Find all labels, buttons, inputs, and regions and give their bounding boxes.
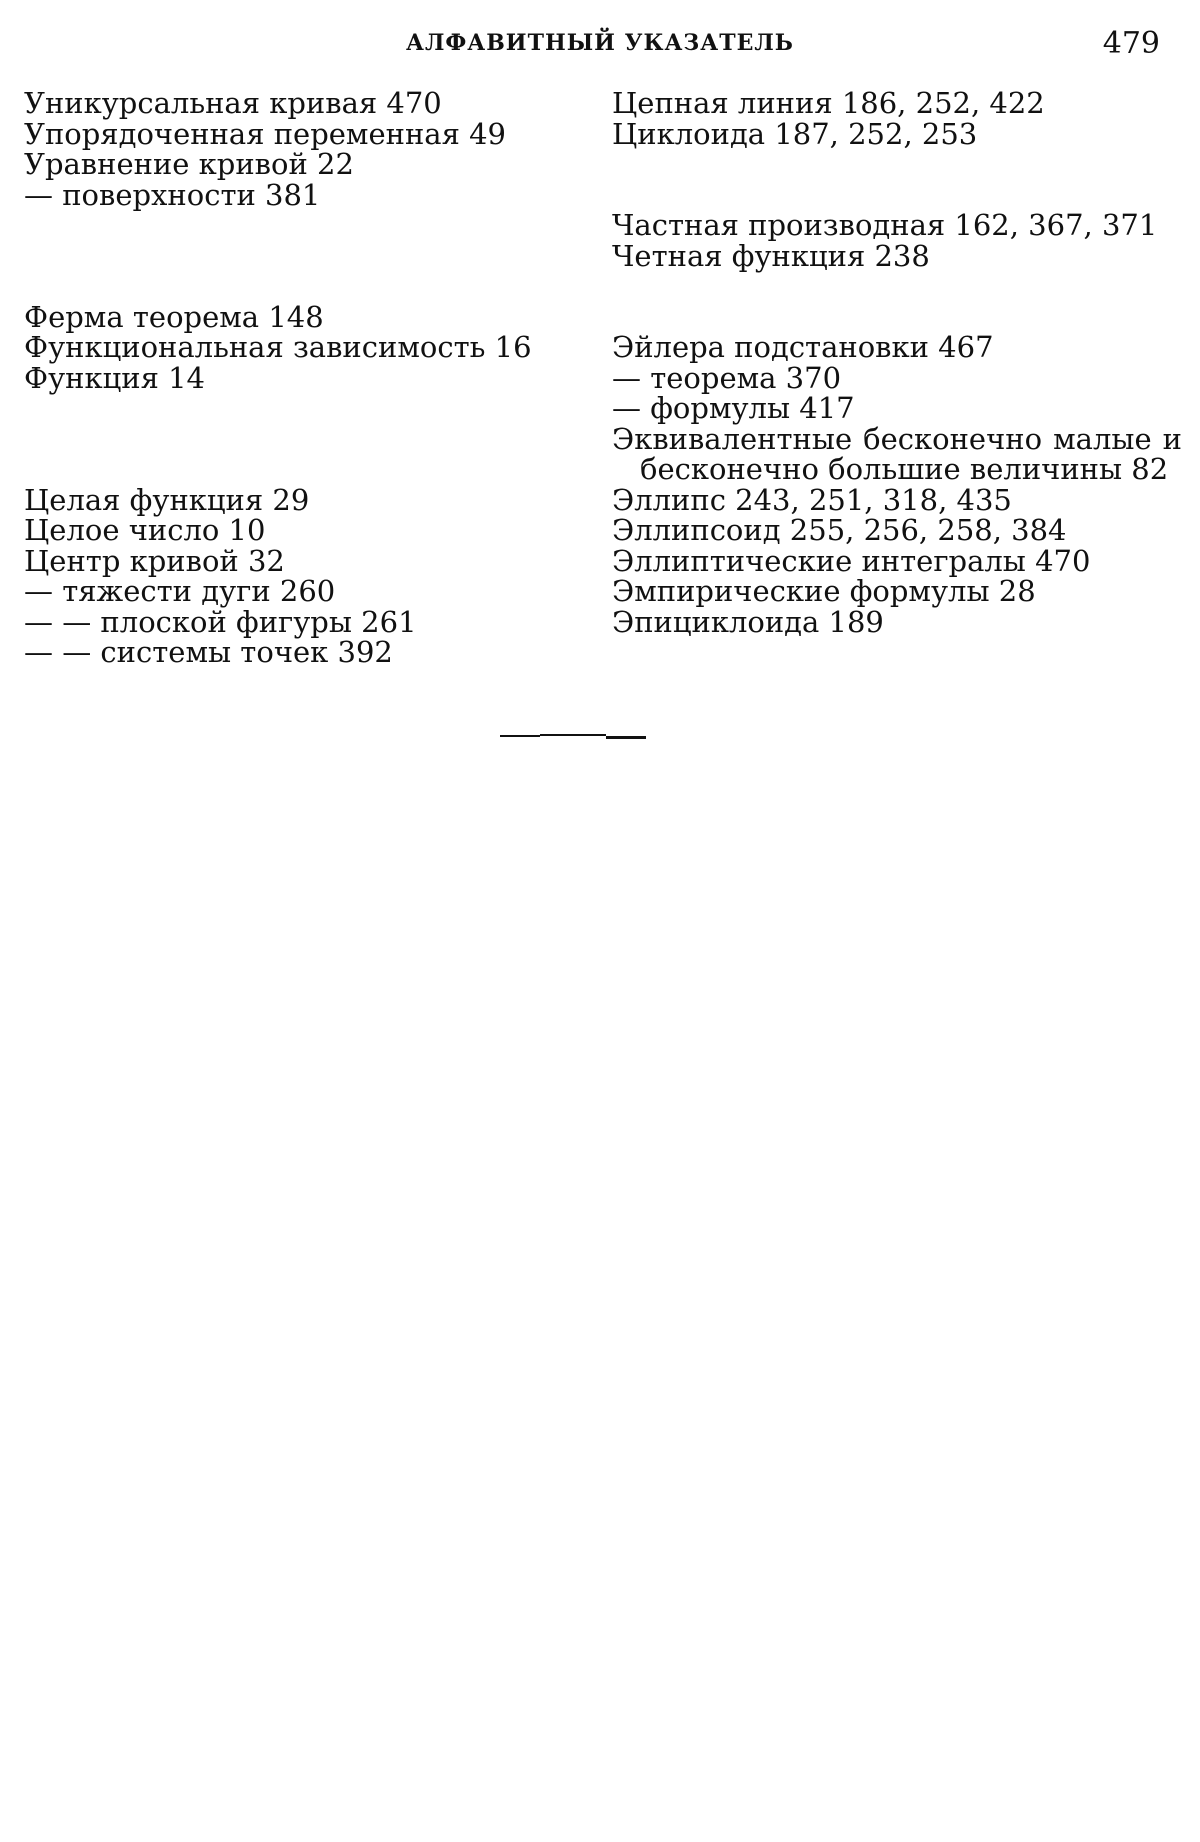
- index-entry: Ферма теорема 148: [24, 299, 324, 334]
- index-entry: Функциональная зависимость 16: [24, 330, 532, 364]
- index-entry: Центр кривой 32: [24, 543, 285, 578]
- index-entry: Упорядоченная переменная 49: [24, 116, 507, 151]
- index-subentry: — теорема 370: [612, 360, 842, 395]
- index-entry: Целое число 10: [24, 513, 266, 547]
- index-entry: Эллипсоид 255, 256, 258, 384: [612, 513, 1067, 547]
- index-entry: Эпициклоида 189: [612, 604, 884, 639]
- index-entry: Функция 14: [24, 360, 205, 395]
- index-entry: Циклоида 187, 252, 253: [612, 116, 978, 151]
- letter-group-gap: [612, 271, 1182, 332]
- page-number: 479: [1102, 26, 1160, 61]
- index-entry: Четная функция 238: [612, 238, 930, 273]
- index-entry: Целая функция 29: [24, 482, 310, 517]
- index-entry: Цепная линия 186, 252, 422: [612, 86, 1045, 120]
- index-subentry: — — плоской фигуры 261: [24, 604, 417, 639]
- index-subentry: — формулы 417: [612, 391, 855, 425]
- index-entry: Эйлера подстановки 467: [612, 330, 994, 364]
- letter-group-gap: [24, 210, 584, 302]
- index-entry: Эллиптические интегралы 470: [612, 543, 1091, 578]
- index-entry: Эллипс 243, 251, 318, 435: [612, 482, 1012, 517]
- index-entry: Эквивалентные бесконечно малые и бесконечно большие величины 82: [612, 421, 1182, 486]
- index-subentry: — поверхности 381: [24, 177, 321, 212]
- index-column-left: [24, 88, 584, 668]
- index-column-right: [612, 88, 1182, 637]
- end-of-index-rule: [500, 734, 646, 738]
- page-header: [0, 26, 1200, 66]
- letter-group-gap: [24, 393, 584, 485]
- page-title: АЛФАВИТНЫЙ УКАЗАТЕЛЬ: [406, 30, 794, 56]
- index-entry: Уникурсальная кривая 470: [24, 86, 442, 120]
- index-subentry: — — системы точек 392: [24, 635, 393, 669]
- letter-group-gap: [612, 149, 1182, 210]
- index-subentry: — тяжести дуги 260: [24, 574, 336, 608]
- index-entry: Частная производная 162, 367, 371: [612, 208, 1158, 242]
- index-entry: Эмпирические формулы 28: [612, 574, 1036, 608]
- index-entry: Уравнение кривой 22: [24, 147, 354, 181]
